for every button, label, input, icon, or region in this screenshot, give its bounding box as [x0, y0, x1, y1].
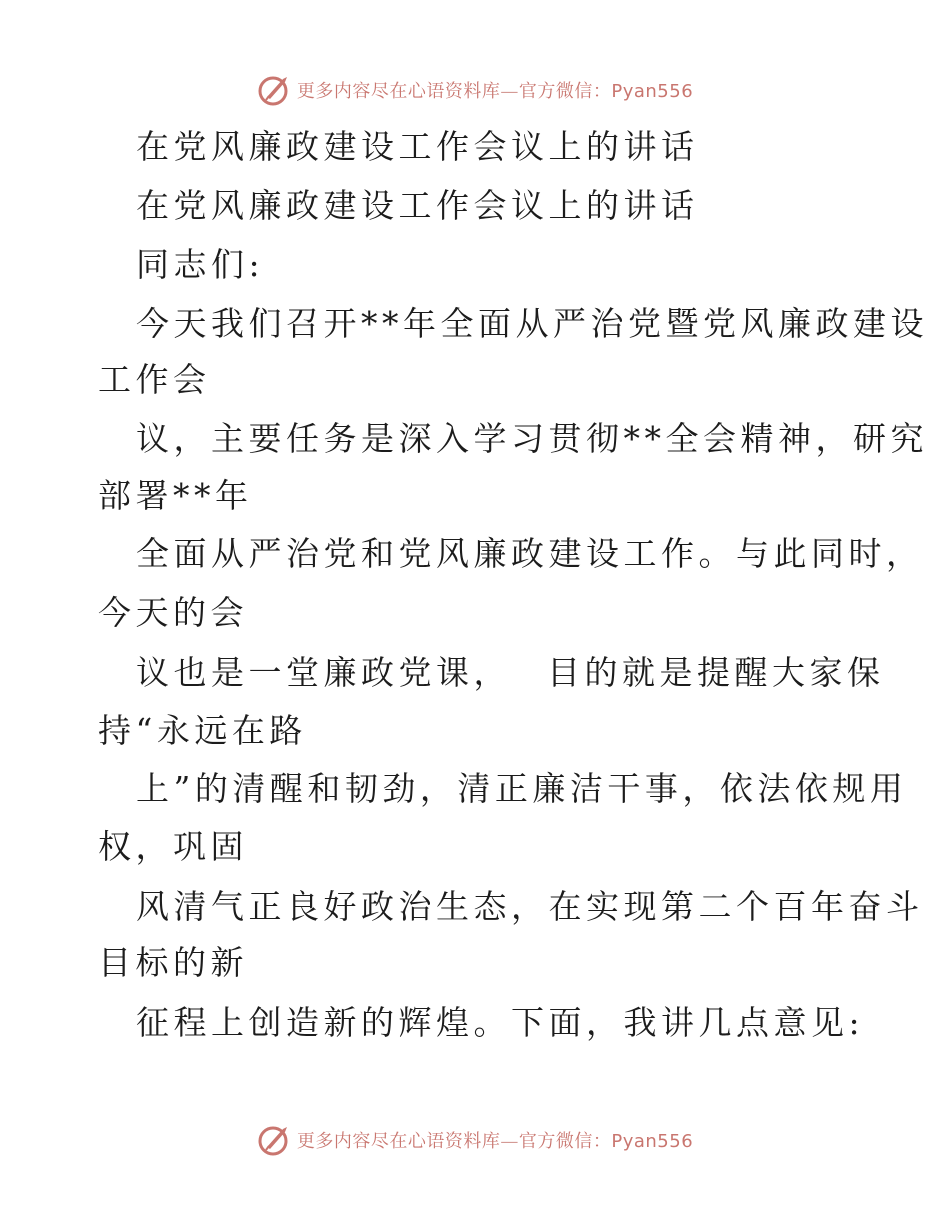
body-line: 全面从严治党和党风廉政建设工作。与此同时， [136, 534, 924, 573]
body-line: 目标的新 [98, 943, 248, 982]
watermark-text: 更多内容尽在心语资料库—官方微信：Pyan556 [296, 1131, 694, 1152]
watermark-banner-top [0, 70, 950, 110]
document-title-repeat: 在党风廉政建设工作会议上的讲话 [136, 186, 699, 225]
body-line: 部署**年 [98, 476, 253, 515]
quill-circle-logo-icon [257, 1123, 291, 1157]
body-line: 风清气正良好政治生态，在实现第二个百年奋斗 [136, 887, 924, 926]
body-line: 征程上创造新的辉煌。下面，我讲几点意见: [136, 1003, 865, 1042]
body-line: 持“永远在路 [98, 711, 307, 750]
document-title: 在党风廉政建设工作会议上的讲话 [136, 127, 699, 166]
body-line: 权，巩固 [98, 827, 248, 866]
watermark-text: 更多内容尽在心语资料库—官方微信：Pyan556 [296, 81, 694, 102]
salutation: 同志们: [136, 245, 265, 284]
body-line: 议也是一堂廉政党课， 目的就是提醒大家保 [136, 653, 885, 692]
quill-circle-logo-icon [257, 73, 291, 107]
body-line: 上”的清醒和韧劲，清正廉洁干事，依法依规用 [136, 769, 908, 808]
body-line: 今天的会 [98, 593, 248, 632]
body-line: 议，主要任务是深入学习贯彻**全会精神，研究 [136, 419, 928, 458]
watermark-banner-bottom [0, 1120, 950, 1160]
body-line: 今天我们召开**年全面从严治党暨党风廉政建设 [136, 304, 928, 343]
body-line: 工作会 [98, 360, 211, 399]
